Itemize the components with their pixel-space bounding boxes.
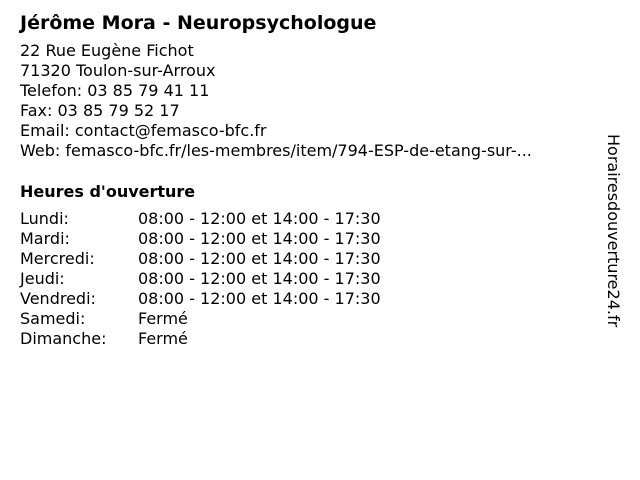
day-hours: 08:00 - 12:00 et 14:00 - 17:30	[138, 209, 381, 228]
email-label: Email:	[20, 121, 70, 140]
hours-row	[20, 289, 381, 309]
opening-hours-table	[20, 209, 381, 349]
day-hours: 08:00 - 12:00 et 14:00 - 17:30	[138, 269, 381, 288]
hours-row	[20, 269, 381, 289]
hours-heading: Heures d'ouverture	[20, 182, 196, 201]
site-brand-vertical: Horairesdouverture24.fr	[604, 134, 623, 328]
day-hours: 08:00 - 12:00 et 14:00 - 17:30	[138, 289, 381, 308]
day-label: Mardi:	[20, 229, 70, 248]
day-label: Mercredi:	[20, 249, 95, 268]
day-hours: 08:00 - 12:00 et 14:00 - 17:30	[138, 249, 381, 268]
hours-row	[20, 329, 381, 349]
email-line	[20, 121, 598, 141]
email-link[interactable]: contact@femasco-bfc.fr	[74, 121, 267, 140]
day-label: Jeudi:	[20, 269, 65, 288]
phone-line	[20, 81, 598, 101]
address-city: 71320 Toulon-sur-Arroux	[20, 61, 216, 80]
fax-label: Fax:	[20, 101, 53, 120]
hours-row	[20, 249, 381, 269]
phone-label: Telefon:	[20, 81, 83, 100]
day-hours: 08:00 - 12:00 et 14:00 - 17:30	[138, 229, 381, 248]
web-link[interactable]: femasco-bfc.fr/les-membres/item/794-ESP-de-etang-sur-...	[65, 141, 532, 160]
web-line	[20, 141, 598, 161]
day-label: Dimanche:	[20, 329, 107, 348]
hours-row	[20, 209, 381, 229]
business-card	[20, 10, 610, 349]
day-label: Samedi:	[20, 309, 86, 328]
fax-line	[20, 101, 598, 121]
web-label: Web:	[20, 141, 61, 160]
business-title: Jérôme Mora - Neuropsychologue	[20, 12, 377, 34]
address-street: 22 Rue Eugène Fichot	[20, 41, 194, 60]
hours-row	[20, 229, 381, 249]
fax-value: 03 85 79 52 17	[57, 101, 180, 120]
day-label: Vendredi:	[20, 289, 96, 308]
day-label: Lundi:	[20, 209, 69, 228]
phone-value[interactable]: 03 85 79 41 11	[87, 81, 210, 100]
day-hours: Fermé	[138, 309, 188, 328]
hours-row	[20, 309, 381, 329]
day-hours: Fermé	[138, 329, 188, 348]
